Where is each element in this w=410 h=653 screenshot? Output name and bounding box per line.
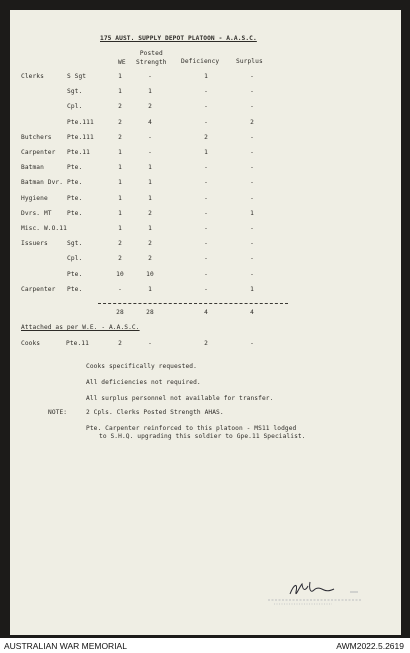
footer-bar — [0, 638, 410, 653]
note-text: 2 Cpls. Clerks Posted Strength AHAS. — [86, 409, 224, 416]
row-surplus: 1 — [250, 285, 254, 293]
row-trade: Dvrs. MT — [21, 209, 52, 217]
row-we: 2 — [118, 255, 122, 263]
row-posted: 1 — [148, 225, 152, 232]
row-we: 1 — [118, 73, 122, 80]
row-surplus: 2 — [250, 118, 254, 126]
row-posted: 2 — [148, 103, 152, 111]
row-surplus: - — [250, 149, 254, 156]
row-posted: - — [148, 133, 152, 141]
row-trade: Carpenter — [21, 285, 56, 293]
row-rank: Pte. — [67, 194, 83, 202]
row-trade: Issuers — [21, 240, 48, 248]
row-deficiency: - — [204, 240, 208, 248]
carpenter-note: Pte. Carpenter reinforced to this platoon - MS11 lodged — [86, 425, 297, 432]
row-trade: Hygiene — [21, 194, 48, 202]
row-deficiency: - — [204, 225, 208, 232]
note-line: All surplus personnel not available for transfer. — [86, 395, 274, 402]
row-rank: Pte.11 — [67, 149, 90, 156]
row-deficiency: - — [204, 255, 208, 263]
attached-surplus: - — [250, 340, 254, 347]
row-deficiency: - — [204, 179, 208, 187]
row-trade: Misc. W.O.11 — [21, 225, 67, 232]
row-surplus: - — [250, 88, 254, 96]
row-we: 2 — [118, 240, 122, 248]
row-deficiency: 1 — [204, 149, 208, 156]
row-deficiency: - — [204, 194, 208, 202]
row-we: - — [118, 285, 122, 293]
row-surplus: - — [250, 103, 254, 111]
row-surplus: - — [250, 73, 254, 80]
row-we: 10 — [116, 270, 124, 278]
row-posted: 1 — [148, 179, 152, 187]
footer-accession: AWM2022.5.2619 — [336, 641, 404, 651]
row-posted: 1 — [148, 194, 152, 202]
row-deficiency: - — [204, 270, 208, 278]
document-title: 175 AUST. SUPPLY DEPOT PLATOON - A.A.S.C. — [100, 35, 257, 42]
row-we: 1 — [118, 179, 122, 187]
header-posted-strength: Posted Strength — [136, 50, 167, 66]
footer-source: AUSTRALIAN WAR MEMORIAL — [4, 641, 127, 651]
header-deficiency: Deficiency — [181, 58, 220, 65]
row-posted: 2 — [148, 209, 152, 217]
row-we: 1 — [118, 194, 122, 202]
row-deficiency: - — [204, 285, 208, 293]
row-surplus: - — [250, 270, 254, 278]
row-deficiency: 2 — [204, 133, 208, 141]
row-posted: 1 — [148, 285, 152, 293]
row-posted: 10 — [146, 270, 154, 278]
row-we: 1 — [118, 88, 122, 96]
row-posted: 1 — [148, 164, 152, 172]
row-surplus: 1 — [250, 209, 254, 217]
row-trade: Batman — [21, 164, 44, 172]
row-surplus: - — [250, 179, 254, 187]
attached-posted: - — [148, 340, 152, 347]
row-we: 1 — [118, 225, 122, 232]
row-posted: 4 — [148, 118, 152, 126]
row-deficiency: 1 — [204, 73, 208, 80]
row-rank: Pte.111 — [67, 118, 94, 126]
total-we: 28 — [116, 309, 124, 316]
row-posted: 2 — [148, 240, 152, 248]
row-deficiency: - — [204, 103, 208, 111]
row-surplus: - — [250, 133, 254, 141]
total-surplus: 4 — [250, 309, 254, 316]
row-posted: - — [148, 149, 152, 156]
row-trade: Clerks — [21, 73, 44, 80]
attached-deficiency: 2 — [204, 340, 208, 347]
total-posted: 28 — [146, 309, 154, 316]
row-trade: Batman Dvr. — [21, 179, 64, 187]
row-we: 2 — [118, 103, 122, 111]
row-trade: Carpenter — [21, 149, 56, 156]
total-rule-top — [98, 303, 288, 304]
row-we: 1 — [118, 149, 122, 156]
carpenter-note: to S.H.Q. upgrading this soldier to Gpe.11 Specialist. — [99, 433, 306, 440]
row-surplus: - — [250, 164, 254, 172]
row-rank: Pte. — [67, 270, 83, 278]
row-posted: 2 — [148, 255, 152, 263]
note-label: NOTE: — [48, 409, 68, 416]
row-rank: Cpl. — [67, 255, 83, 263]
attached-rank: Pte.11 — [66, 340, 89, 347]
row-rank: Pte. — [67, 285, 83, 293]
row-rank: Pte. — [67, 209, 83, 217]
row-we: 1 — [118, 164, 122, 172]
row-rank: Cpl. — [67, 103, 83, 111]
row-we: 2 — [118, 133, 122, 141]
row-rank: Pte. — [67, 164, 83, 172]
row-rank: Pte. — [67, 179, 83, 187]
row-we: 2 — [118, 118, 122, 126]
row-surplus: - — [250, 240, 254, 248]
row-surplus: - — [250, 194, 254, 202]
row-surplus: - — [250, 255, 254, 263]
row-posted: 1 — [148, 88, 152, 96]
row-posted: - — [148, 73, 152, 80]
row-trade: Butchers — [21, 133, 52, 141]
row-deficiency: - — [204, 164, 208, 172]
row-surplus: - — [250, 225, 254, 232]
row-deficiency: - — [204, 88, 208, 96]
attached-heading: Attached as per W.E. - A.A.S.C. — [21, 324, 140, 331]
note-line: Cooks specifically requested. — [86, 363, 197, 370]
total-deficiency: 4 — [204, 309, 208, 316]
row-rank: Pte.111 — [67, 133, 94, 141]
attached-trade: Cooks — [21, 340, 41, 347]
header-we: WE — [118, 59, 126, 66]
row-rank: Sgt. — [67, 88, 83, 96]
signature — [262, 572, 372, 612]
row-deficiency: - — [204, 118, 208, 126]
note-line: All deficiencies not required. — [86, 379, 201, 386]
attached-we: 2 — [118, 340, 122, 347]
row-rank: S Sgt — [67, 73, 87, 80]
header-surplus: Surplus — [236, 58, 263, 65]
row-rank: Sgt. — [67, 240, 83, 248]
row-we: 1 — [118, 209, 122, 217]
row-deficiency: - — [204, 209, 208, 217]
